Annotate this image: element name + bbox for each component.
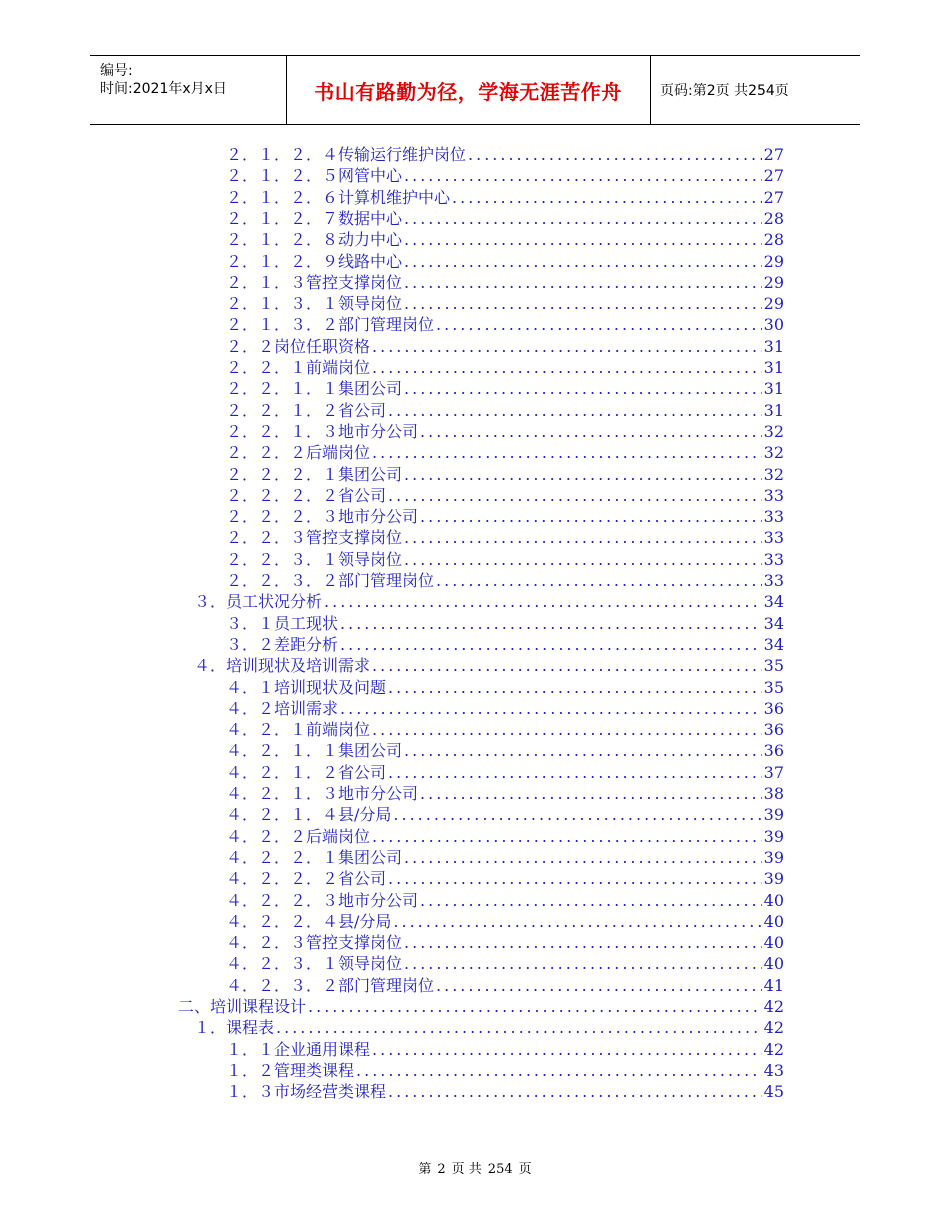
toc-dot-leader — [388, 1081, 762, 1102]
document-time-label: 时间:2021年x月x日 — [100, 81, 227, 97]
toc-dot-leader — [452, 187, 762, 208]
toc-dot-leader — [388, 677, 762, 698]
toc-entry[interactable] — [226, 421, 784, 442]
toc-dot-leader — [276, 1017, 762, 1038]
toc-entry-page: 36 — [763, 698, 784, 718]
toc-entry-title: ２．１．３管控支撑岗位 — [226, 272, 403, 292]
toc-entry[interactable] — [226, 165, 784, 186]
toc-entry[interactable] — [226, 1081, 784, 1102]
toc-entry[interactable] — [226, 719, 784, 740]
toc-entry-title: ２．２．１．１集团公司 — [226, 379, 403, 399]
toc-entry-title: ４．２．２．３地市分公司 — [226, 890, 419, 910]
toc-entry-title: ４．２．２后端岗位 — [226, 826, 371, 846]
footer-mid: 页 共 — [451, 1162, 482, 1177]
toc-entry-page: 33 — [763, 528, 784, 548]
toc-dot-leader — [404, 251, 762, 272]
toc-entry-title: １．２管理类课程 — [226, 1060, 355, 1080]
toc-entry-title: ２．１．２．４传输运行维护岗位 — [226, 145, 467, 164]
toc-entry-title: ２．２．３．２部门管理岗位 — [226, 571, 435, 590]
toc-dot-leader — [468, 144, 762, 165]
toc-entry-title: １．３市场经营类课程 — [226, 1082, 387, 1102]
toc-entry-title: ２．２．２．３地市分公司 — [226, 507, 419, 527]
toc-entry-page: 35 — [763, 677, 784, 697]
header-page-info: 页码:第2页 共254页 — [660, 83, 789, 99]
toc-entry[interactable] — [226, 1060, 784, 1081]
toc-entry[interactable] — [226, 549, 784, 570]
toc-entry-title: ４．２．１．４县/分局 — [226, 805, 392, 825]
toc-entry[interactable] — [194, 655, 784, 676]
toc-entry[interactable] — [226, 293, 784, 314]
toc-entry-page: 40 — [763, 890, 784, 910]
toc-entry-page: 33 — [763, 571, 784, 590]
toc-entry-title: ３．１员工现状 — [226, 613, 339, 633]
toc-entry-page: 34 — [763, 634, 784, 654]
toc-entry[interactable] — [226, 378, 784, 399]
toc-dot-leader — [436, 314, 762, 335]
toc-entry[interactable] — [226, 783, 784, 804]
toc-entry-page: 36 — [763, 741, 784, 761]
toc-entry-page: 31 — [763, 358, 784, 377]
toc-entry-title: ４．２．２．２省公司 — [226, 869, 387, 889]
toc-entry[interactable] — [226, 314, 784, 335]
toc-dot-leader — [404, 740, 762, 761]
toc-entry-page: 34 — [763, 592, 784, 612]
toc-entry-title: ２．２．２．２省公司 — [226, 485, 387, 505]
toc-entry-page: 28 — [763, 208, 784, 228]
toc-entry-page: 32 — [763, 464, 784, 484]
toc-dot-leader — [340, 698, 762, 719]
toc-dot-leader — [372, 719, 762, 740]
toc-entry[interactable] — [226, 400, 784, 421]
toc-entry-title: ２．１．２．６计算机维护中心 — [226, 187, 451, 207]
toc-entry-title: 二、培训课程设计 — [178, 997, 307, 1016]
toc-entry-page: 38 — [763, 784, 784, 803]
toc-entry-page: 33 — [763, 485, 784, 505]
toc-entry-page: 27 — [763, 166, 784, 186]
toc-dot-leader — [420, 783, 762, 804]
toc-entry-page: 32 — [763, 421, 784, 441]
toc-entry-title: ２．１．２．７数据中心 — [226, 208, 403, 228]
toc-entry-page: 45 — [763, 1082, 784, 1102]
toc-dot-leader — [404, 932, 762, 953]
toc-entry[interactable] — [226, 677, 784, 698]
toc-dot-leader — [393, 804, 761, 825]
toc-dot-leader — [404, 229, 762, 250]
toc-entry[interactable] — [226, 464, 784, 485]
toc-entry[interactable] — [226, 953, 784, 974]
toc-dot-leader — [372, 826, 762, 847]
toc-entry-page: 27 — [763, 145, 784, 164]
toc-entry-title: １．１企业通用课程 — [226, 1039, 371, 1059]
toc-entry[interactable] — [226, 634, 784, 655]
toc-dot-leader — [404, 293, 762, 314]
toc-entry-page: 34 — [763, 613, 784, 633]
toc-entry[interactable] — [226, 932, 784, 953]
toc-entry-page: 43 — [763, 1060, 784, 1080]
header-motto-cell — [286, 56, 651, 124]
toc-dot-leader — [404, 165, 762, 186]
toc-entry-title: ３．２差距分析 — [226, 634, 339, 654]
toc-entry[interactable] — [226, 847, 784, 868]
toc-entry[interactable] — [226, 826, 784, 847]
toc-entry-title: ４．２．３．１领导岗位 — [226, 954, 403, 974]
toc-entry-title: ２．１．２．８动力中心 — [226, 230, 403, 250]
toc-entry[interactable] — [226, 144, 784, 165]
toc-entry-page: 37 — [763, 762, 784, 782]
toc-dot-leader — [404, 847, 762, 868]
header-page-cell — [650, 56, 860, 124]
header-motto: 书山有路勤为径，学海无涯苦作舟 — [314, 79, 622, 104]
header-meta-cell — [90, 56, 287, 124]
toc-dot-leader — [356, 1060, 762, 1081]
footer-suffix: 页 — [518, 1162, 532, 1177]
toc-dot-leader — [388, 400, 762, 421]
toc-entry-title: ２．１．２．９线路中心 — [226, 251, 403, 271]
toc-dot-leader — [324, 591, 762, 612]
toc-dot-leader — [404, 549, 762, 570]
toc-entry-title: ２．１．３．１领导岗位 — [226, 294, 403, 314]
toc-entry-title: ４．２．３．２部门管理岗位 — [226, 975, 435, 995]
toc-entry-title: ４．２．１．２省公司 — [226, 762, 387, 782]
toc-entry-page: 42 — [763, 997, 784, 1016]
toc-entry[interactable] — [226, 485, 784, 506]
toc-entry-page: 31 — [763, 400, 784, 420]
toc-entry-title: ４．２培训需求 — [226, 698, 339, 718]
toc-entry[interactable] — [226, 762, 784, 783]
toc-entry[interactable] — [226, 613, 784, 634]
page-header — [90, 55, 860, 125]
toc-entry[interactable] — [226, 442, 784, 463]
toc-entry-page: 31 — [763, 379, 784, 399]
toc-entry-title: ４．培训现状及培训需求 — [194, 656, 371, 676]
toc-entry-page: 33 — [763, 507, 784, 527]
toc-entry-title: ２．２．３．１领导岗位 — [226, 549, 403, 569]
toc-entry-page: 33 — [763, 549, 784, 569]
toc-dot-leader — [388, 762, 762, 783]
toc-entry-page: 29 — [763, 251, 784, 271]
toc-entry[interactable] — [226, 890, 784, 911]
toc-entry-page: 39 — [763, 847, 784, 867]
toc-dot-leader — [372, 1039, 762, 1060]
toc-entry-title: ２．２．２后端岗位 — [226, 443, 371, 463]
toc-entry-page: 27 — [763, 187, 784, 207]
page-footer — [0, 1158, 950, 1177]
toc-dot-leader — [340, 634, 762, 655]
toc-dot-leader — [372, 442, 762, 463]
toc-entry-title: ４．２．２．４县/分局 — [226, 911, 392, 931]
footer-prefix: 第 — [418, 1162, 432, 1177]
toc-entry-title: ４．２．１前端岗位 — [226, 720, 371, 740]
toc-entry-title: ４．２．２．１集团公司 — [226, 847, 403, 867]
toc-entry-page: 41 — [763, 975, 784, 995]
toc-entry-page: 35 — [763, 656, 784, 676]
toc-entry-title: １．课程表 — [194, 1018, 275, 1038]
toc-dot-leader — [404, 378, 762, 399]
toc-entry-title: ２．１．２．５网管中心 — [226, 166, 403, 186]
toc-entry-page: 30 — [763, 315, 784, 335]
toc-entry-page: 31 — [763, 336, 784, 356]
toc-entry-page: 40 — [763, 954, 784, 974]
toc-entry-title: ４．２．３管控支撑岗位 — [226, 933, 403, 953]
toc-dot-leader — [404, 464, 762, 485]
toc-entry-page: 29 — [763, 294, 784, 314]
toc-dot-leader — [436, 570, 762, 591]
toc-entry[interactable] — [226, 804, 784, 825]
toc-entry[interactable] — [226, 1039, 784, 1060]
toc-entry-page: 32 — [763, 443, 784, 463]
toc-entry-page: 36 — [763, 720, 784, 740]
toc-dot-leader — [420, 506, 762, 527]
toc-entry[interactable] — [226, 570, 784, 591]
toc-entry[interactable] — [226, 272, 784, 293]
toc-entry[interactable] — [226, 868, 784, 889]
toc-entry-title: ２．２．３管控支撑岗位 — [226, 528, 403, 548]
toc-dot-leader — [436, 975, 762, 996]
footer-page-number: 2 — [437, 1162, 446, 1177]
toc-entry[interactable] — [226, 336, 784, 357]
footer-total-pages: 254 — [487, 1162, 513, 1177]
toc-dot-leader — [308, 996, 762, 1017]
toc-dot-leader — [372, 655, 762, 676]
toc-entry[interactable] — [226, 251, 784, 272]
toc-entry[interactable] — [226, 187, 784, 208]
toc-entry-page: 29 — [763, 272, 784, 292]
toc-entry-page: 39 — [763, 869, 784, 889]
toc-entry-title: ４．１培训现状及问题 — [226, 677, 387, 697]
toc-entry[interactable] — [194, 591, 784, 612]
toc-entry[interactable] — [226, 229, 784, 250]
toc-dot-leader — [340, 613, 762, 634]
toc-entry-title: ２．２．１．２省公司 — [226, 400, 387, 420]
toc-entry-title: ２．１．３．２部门管理岗位 — [226, 315, 435, 335]
toc-entry-page: 39 — [763, 826, 784, 846]
toc-dot-leader — [404, 527, 762, 548]
toc-entry-page: 28 — [763, 230, 784, 250]
toc-dot-leader — [404, 208, 762, 229]
toc-entry[interactable] — [226, 506, 784, 527]
toc-entry-title: ２．２岗位任职资格 — [226, 336, 371, 356]
toc-entry[interactable] — [226, 527, 784, 548]
toc-entry-page: 40 — [763, 933, 784, 953]
toc-entry[interactable] — [226, 698, 784, 719]
toc-entry[interactable] — [226, 357, 784, 378]
toc-entry-page: 39 — [763, 805, 784, 825]
toc-entry[interactable] — [226, 208, 784, 229]
toc-dot-leader — [372, 357, 762, 378]
toc-entry-page: 40 — [763, 911, 784, 931]
document-number-label: 编号: — [100, 63, 133, 79]
toc-dot-leader — [393, 911, 761, 932]
toc-dot-leader — [420, 421, 762, 442]
toc-entry-page: 42 — [763, 1039, 784, 1059]
toc-entry[interactable] — [178, 996, 784, 1017]
toc-entry[interactable] — [226, 740, 784, 761]
toc-dot-leader — [404, 953, 762, 974]
toc-entry-title: ２．２．１．３地市分公司 — [226, 421, 419, 441]
toc-dot-leader — [388, 868, 762, 889]
toc-entry-page: 42 — [763, 1018, 784, 1038]
toc-entry[interactable] — [194, 1017, 784, 1038]
toc-dot-leader — [388, 485, 762, 506]
toc-entry-title: ２．２．２．１集团公司 — [226, 464, 403, 484]
toc-dot-leader — [420, 890, 762, 911]
toc-entry[interactable] — [226, 911, 784, 932]
toc-dot-leader — [372, 336, 762, 357]
toc-entry-title: ２．２．１前端岗位 — [226, 358, 371, 377]
toc-entry-title: ４．２．１．１集团公司 — [226, 741, 403, 761]
toc-dot-leader — [404, 272, 762, 293]
toc-entry[interactable] — [226, 975, 784, 996]
toc-entry-title: ４．２．１．３地市分公司 — [226, 784, 419, 803]
toc-entry-title: ３．员工状况分析 — [194, 592, 323, 612]
